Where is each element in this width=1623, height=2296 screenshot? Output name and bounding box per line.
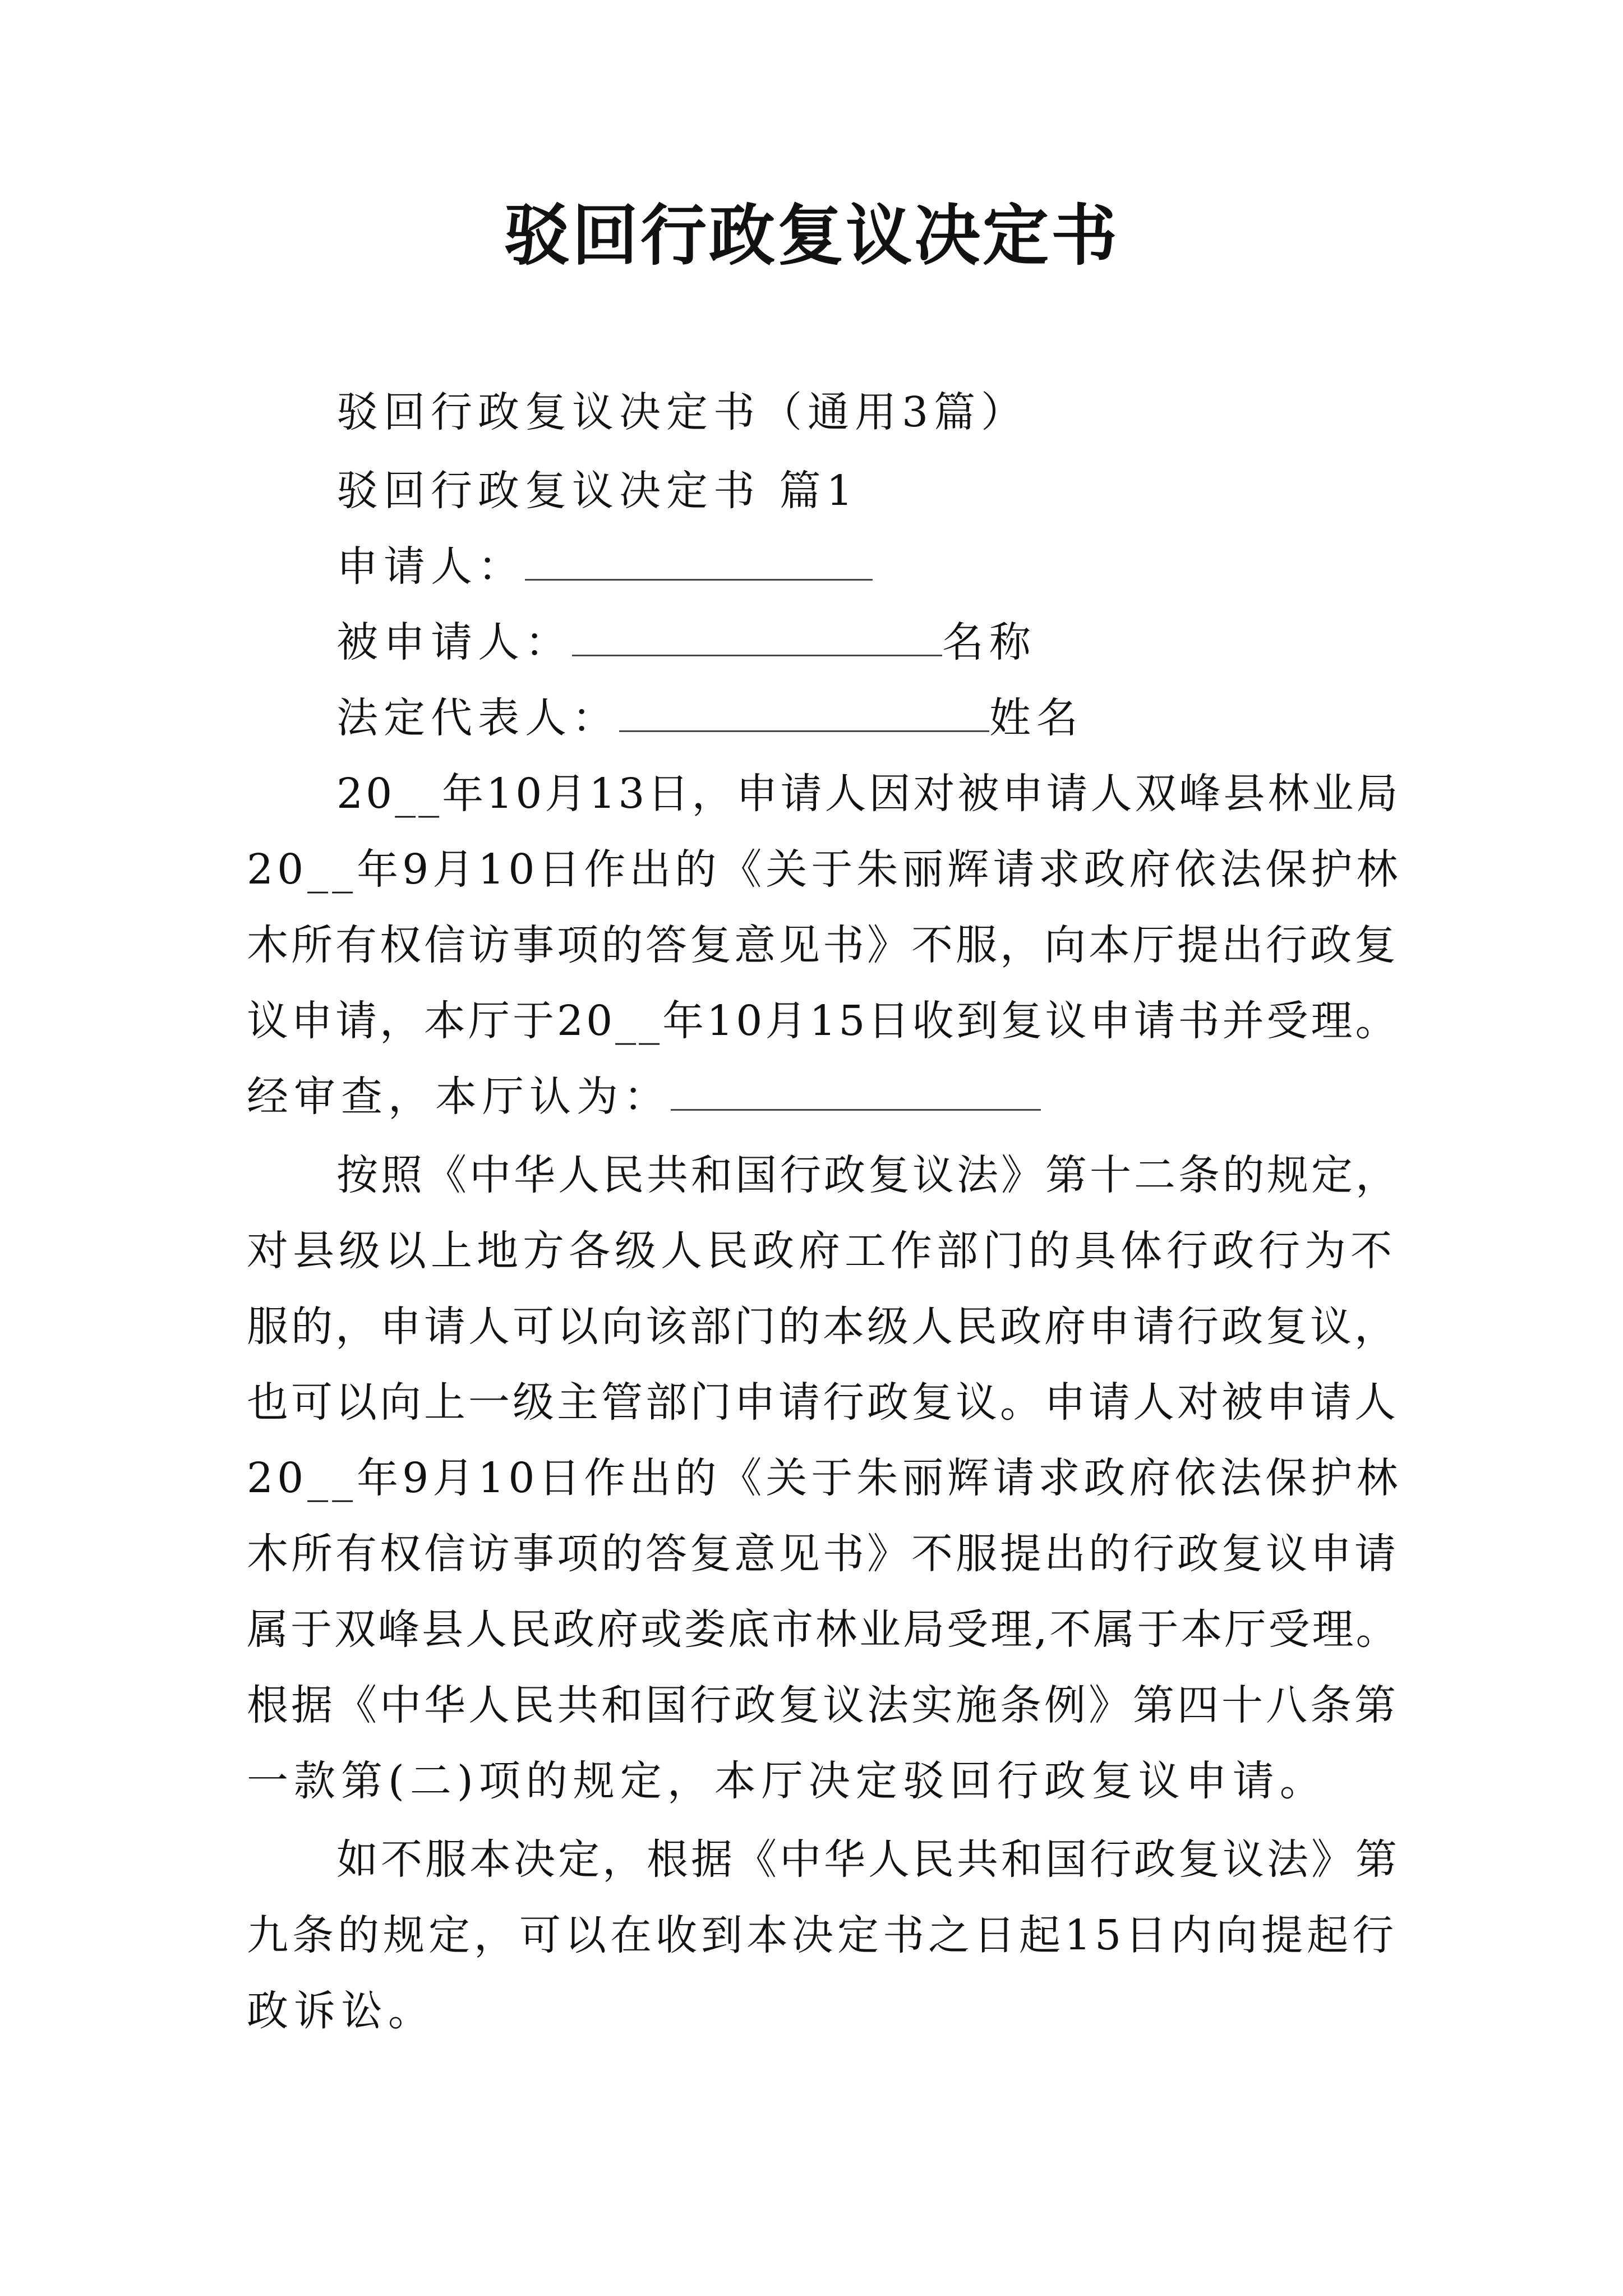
paragraph2-line: 一款第(二)项的规定，本厅决定驳回行政复议申请。	[247, 1757, 1327, 1805]
paragraph1-line: 20__年9月10日作出的《关于朱丽辉请求政府依法保护林	[247, 845, 1402, 894]
section-heading: 驳回行政复议决定书 篇1	[336, 467, 859, 515]
legal-rep-label: 法定代表人：	[336, 694, 619, 742]
paragraph3-line: 政诉讼。	[247, 1987, 435, 2035]
review-blank-line	[671, 1073, 1041, 1111]
respondent-blank-line	[572, 619, 942, 656]
legal-rep-field	[336, 693, 1083, 743]
paragraph2-line: 20__年9月10日作出的《关于朱丽辉请求政府依法保护林	[247, 1454, 1402, 1502]
legal-rep-suffix: 姓名	[989, 694, 1083, 742]
paragraph1-line: 议申请，本厅于20__年10月15日收到复议申请书并受理。	[247, 997, 1400, 1045]
paragraph2-line: 根据《中华人民共和国行政复议法实施条例》第四十八条第	[247, 1681, 1399, 1729]
respondent-label: 被申请人：	[336, 618, 572, 666]
applicant-label: 申请人：	[336, 542, 525, 591]
applicant-blank-line	[525, 543, 873, 581]
paragraph2-line: 按照《中华人民共和国行政复议法》第十二条的规定，	[336, 1151, 1400, 1199]
legal-rep-blank-line	[619, 694, 989, 732]
paragraph2-line: 木所有权信访事项的答复意见书》不服提出的行政复议申请	[247, 1530, 1399, 1578]
paragraph3-line: 九条的规定，可以在收到本决定书之日起15日内向提起行	[247, 1911, 1398, 1959]
paragraph2-line: 属于双峰县人民政府或娄底市林业局受理,不属于本厅受理。	[247, 1605, 1400, 1654]
respondent-field	[336, 617, 1036, 668]
paragraph2-line: 对县级以上地方各级人民政府工作部门的具体行政行为不	[247, 1227, 1396, 1275]
document-subtitle: 驳回行政复议决定书（通用3篇）	[336, 388, 1029, 436]
paragraph3-line: 如不服本决定，根据《中华人民共和国行政复议法》第	[336, 1835, 1400, 1884]
paragraph2-line: 服的，申请人可以向该部门的本级人民政府申请行政复议，	[247, 1303, 1399, 1351]
paragraph2-line: 也可以向上一级主管部门申请行政复议。申请人对被申请人	[247, 1378, 1399, 1427]
document-title: 驳回行政复议决定书	[503, 196, 1119, 274]
review-line	[247, 1071, 1041, 1122]
paragraph1-line: 木所有权信访事项的答复意见书》不服，向本厅提出行政复	[247, 921, 1399, 969]
review-text: 经审查，本厅认为：	[247, 1073, 671, 1121]
applicant-field	[336, 541, 873, 592]
paragraph1-line: 20__年10月13日，申请人因对被申请人双峰县林业局	[336, 770, 1401, 818]
respondent-suffix: 名称	[942, 618, 1036, 666]
